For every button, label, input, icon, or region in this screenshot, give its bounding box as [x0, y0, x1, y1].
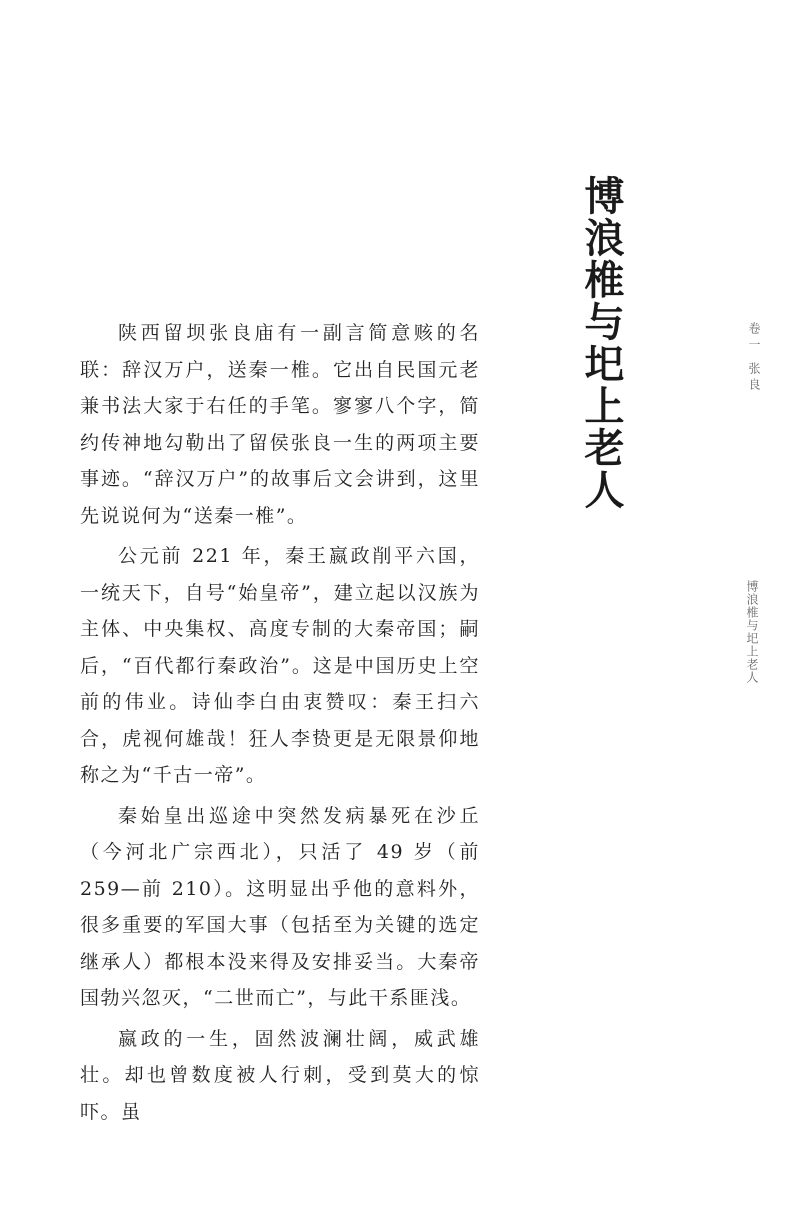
running-head-chapter: 博浪椎与圯上老人 [745, 580, 759, 684]
paragraph: 公元前 221 年，秦王嬴政削平六国，一统天下，自号“始皇帝”，建立起以汉族为主体、中央集权、高度专制的大秦帝国；嗣后，“百代都行秦政治”。这是中国历史上空前的伟业。诗仙李白由衷赞叹：秦王扫六合，虎视何雄哉！狂人李贽更是无限景仰地称之为“千古一帝”。 [80, 545, 480, 786]
paragraph: 秦始皇出巡途中突然发病暴死在沙丘（今河北广宗西北），只活了 49 岁（前 259—前 210）。这明显出乎他的意料外，很多重要的军国大事（包括至为关键的选定继承人）都根本没来得及安排妥当。大秦帝国勃兴忽灭，“二世而亡”，与此干系匪浅。 [80, 804, 480, 1009]
paragraph: 陕西留坝张良庙有一副言简意赅的名联：辞汉万户，送秦一椎。它出自民国元老兼书法大家于右任的手笔。寥寥八个字，简约传神地勾勒出了留侯张良一生的两项主要事迹。“辞汉万户”的故事后文会讲到，这里先说说何为“送秦一椎”。 [80, 322, 480, 527]
body-text [80, 315, 480, 1134]
chapter-title: 博浪椎与圯上老人 [578, 175, 625, 511]
paragraph: 嬴政的一生，固然波澜壮阔，威武雄壮。却也曾数度被人行刺，受到莫大的惊吓。虽 [80, 1027, 480, 1123]
running-head-volume: 卷一 张良 [747, 322, 761, 394]
